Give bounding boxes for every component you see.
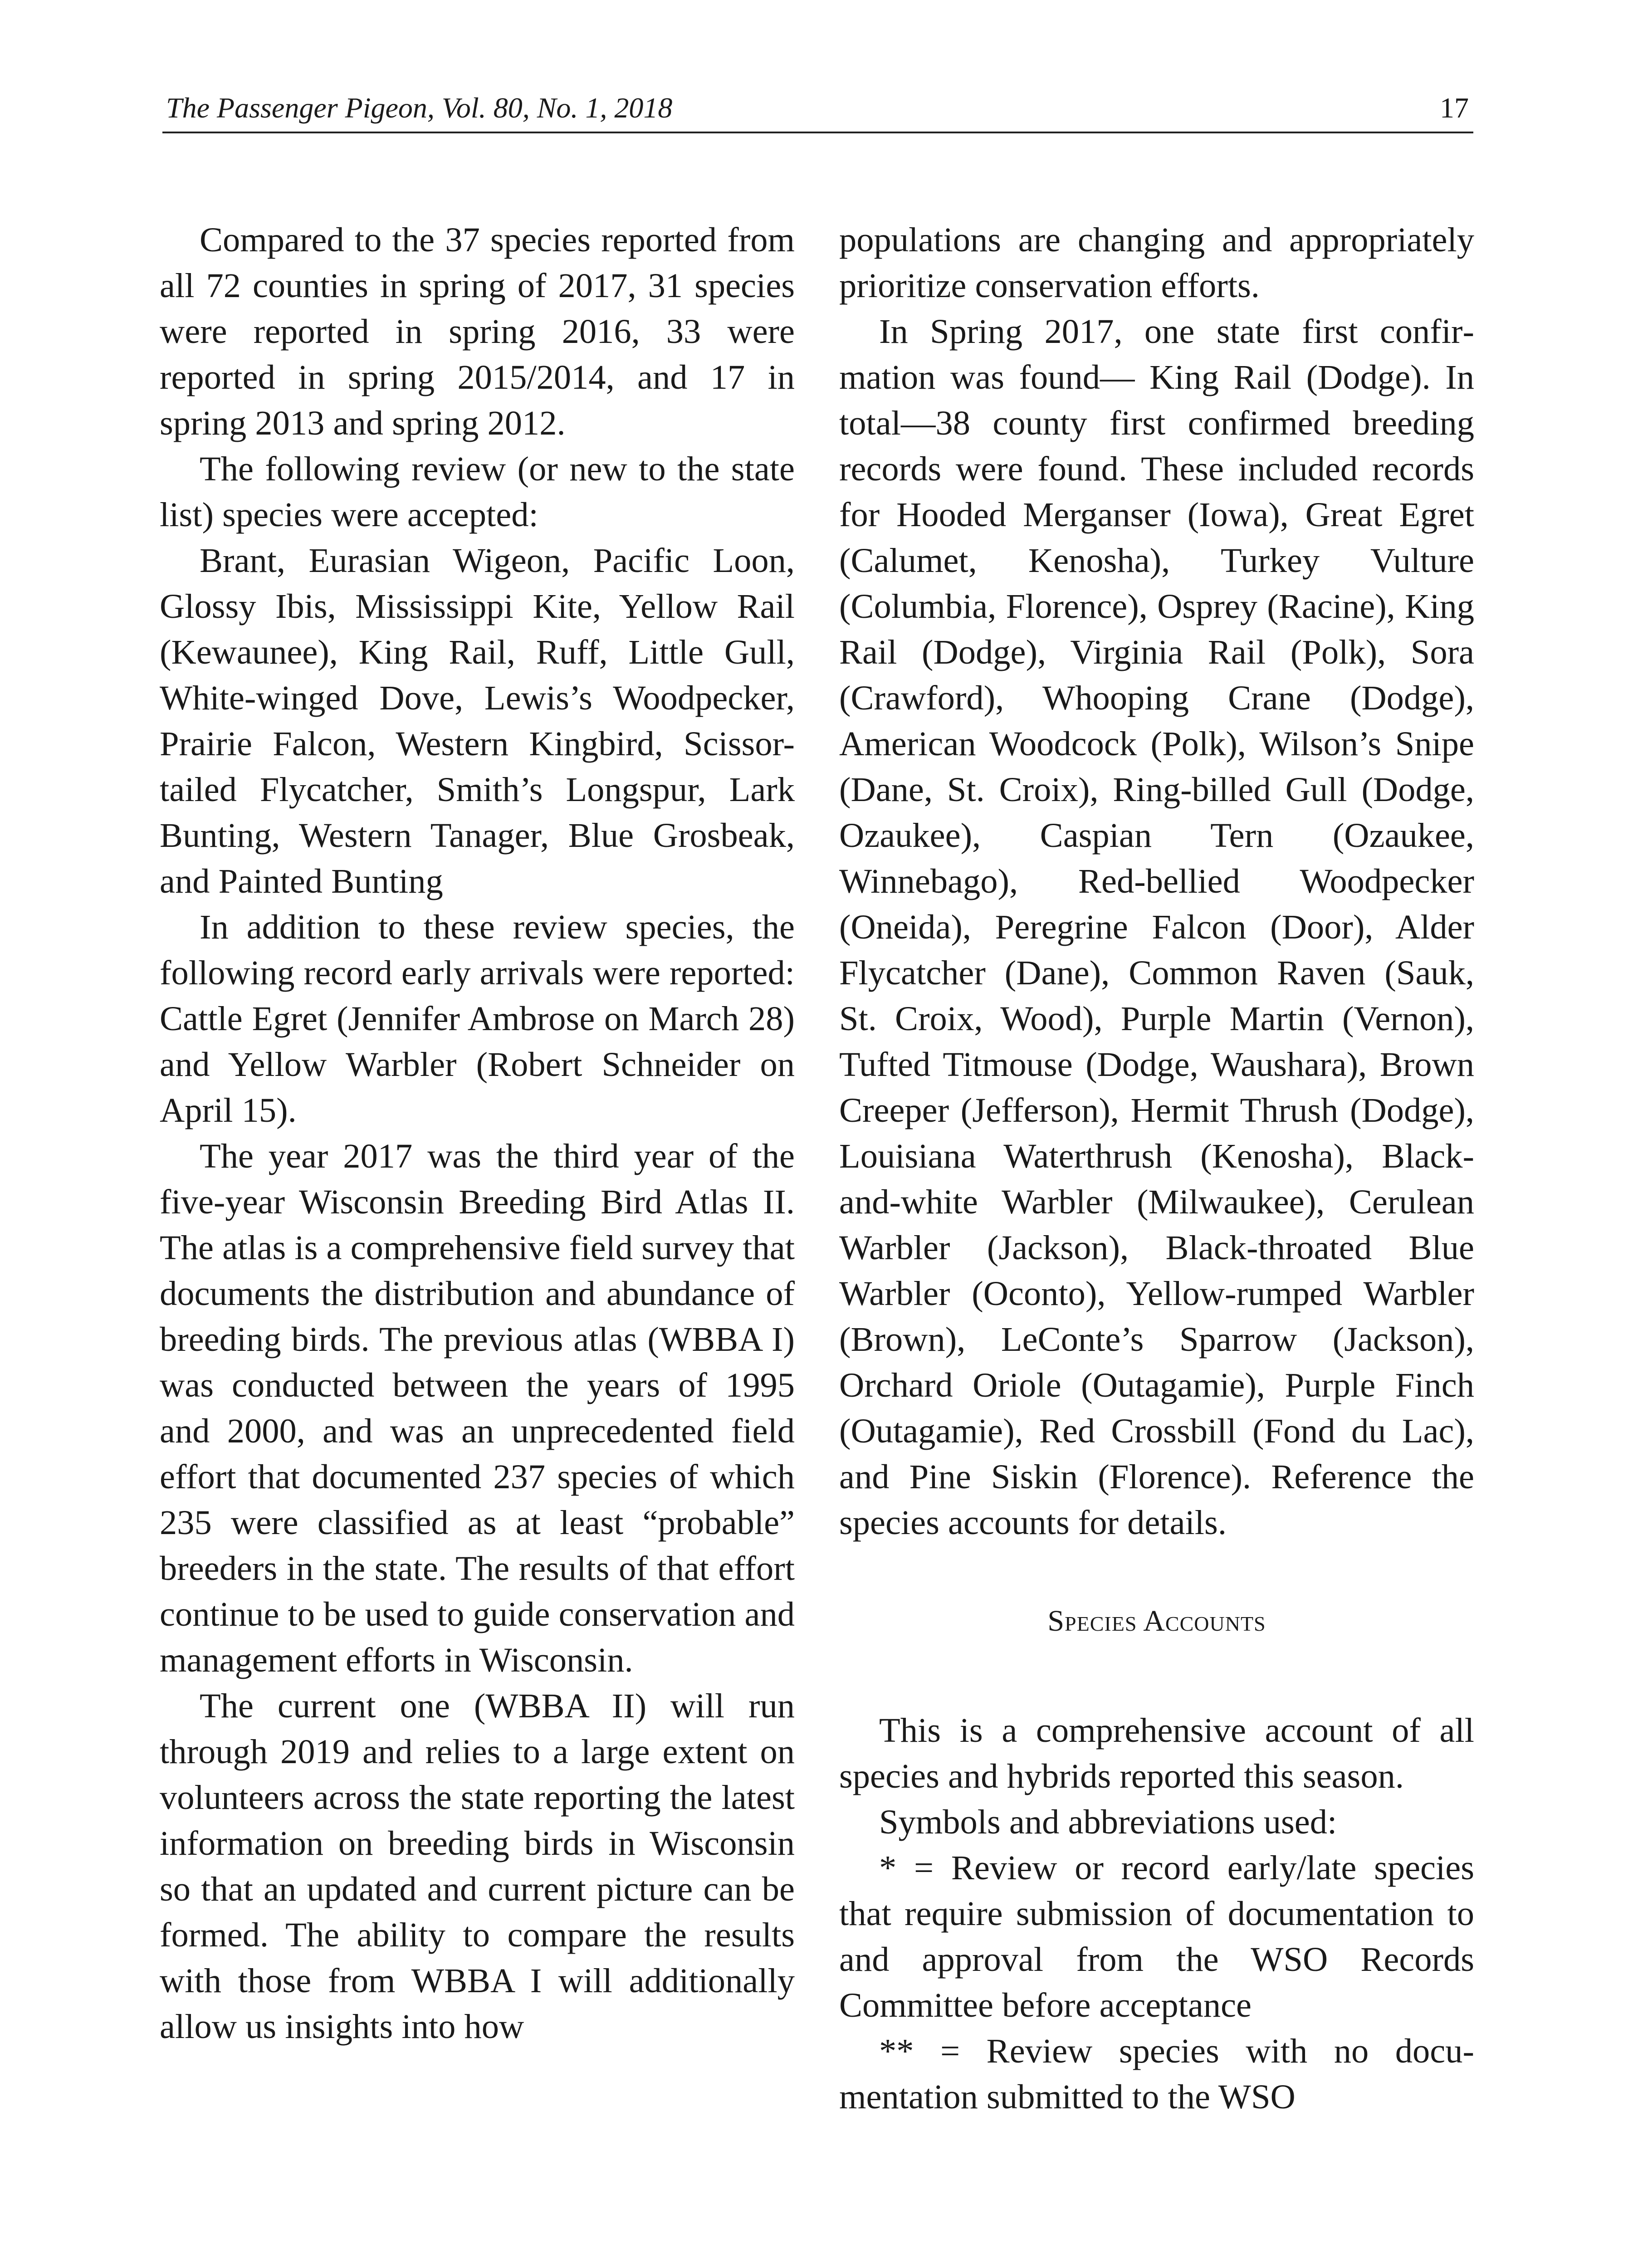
- left-column: [160, 217, 795, 2268]
- paragraph-accounts-intro: This is a comprehensive account of all species and hybrids reported this season.: [839, 1711, 1474, 1795]
- right-column: [839, 217, 1474, 2268]
- paragraph-confirmed-breeding-records: In Spring 2017, one state first confirmation was found— King Rail (Dodge). In total—38 county first confirmed breeding records were found. These included records for Hooded Merganser (Iowa), Great Egret (Calumet, Kenosha), Turkey Vulture (Columbia, Florence), Osprey (Racine), King Rail (Dodge), Virginia Rail (Polk), Sora (Crawford), Whooping Crane (Dodge), American Woodcock (Polk), Wilson’s Snipe (Dane, St. Croix), Ring-billed Gull (Dodge, Ozaukee), Caspian Tern (Ozaukee, Winnebago), Red-bellied Woodpecker (Oneida), Peregrine Falcon (Door), Alder Flycatcher (Dane), Common Raven (Sauk, St. Croix, Wood), Purple Martin (Vernon), Tufted Titmouse (Dodge, Waushara), Brown Creeper (Jefferson), Hermit Thrush (Dodge), Louisiana Waterthrush (Kenosha), Black-and-white Warbler (Milwaukee), Cerulean Warbler (Jackson), Black-throated Blue Warbler (Oconto), Yellow-rumped Warbler (Brown), LeConte’s Sparrow (Jackson), Orchard Oriole (Outagamie), Purple Finch (Outagamie), Red Crossbill (Fond du Lac), and Pine Siskin (Florence). Reference the species accounts for details.: [839, 312, 1474, 1542]
- paragraph-review-species-list: Brant, Eurasian Wigeon, Pacific Loon, Glossy Ibis, Mississippi Kite, Yellow Rail (Kewaunee), King Rail, Ruff, Little Gull, White-winged Dove, Lewis’s Woodpecker, Prairie Falcon, Western Kingbird, Scissor-tailed Flycatcher, Smith’s Longspur, Lark Bunting, Western Tanager, Blue Grosbeak, and Painted Bunting: [160, 541, 795, 900]
- paragraph-symbol-double-asterisk: ** = Review species with no documentation submitted to the WSO: [839, 2032, 1474, 2116]
- paragraph-breeding-bird-atlas: The year 2017 was the third year of the five-year Wisconsin Breeding Bird Atlas II. The atlas is a comprehensive field survey that documents the distribution and abundance of breeding birds. The previous atlas (WBBA I) was conducted between the years of 1995 and 2000, and was an unprecedented field effort that documented 237 species of which 235 were classified as at least “probable” breeders in the state. The results of that effort continue to be used to guide conservation and management efforts in Wisconsin.: [160, 1137, 795, 1679]
- paragraph-early-arrivals: In addition to these review species, the following record early arrivals were reported: Cattle Egret (Jennifer Ambrose on March 28) and Yellow Warbler (Robert Schneider on April 15).: [160, 908, 795, 1129]
- paragraph-continuation: populations are changing and appropriately prioritize conservation efforts.: [839, 220, 1474, 305]
- paragraph-species-count-comparison: Compared to the 37 species reported from all 72 counties in spring of 2017, 31 species were reported in spring 2016, 33 were reported in spring 2015/2014, and 17 in spring 2013 and spring 2012.: [160, 220, 795, 442]
- section-heading-species-accounts: Species Accounts: [1047, 1604, 1266, 1637]
- journal-title: The Passenger Pigeon, Vol. 80, No. 1, 2018: [166, 92, 673, 124]
- paragraph-symbols-intro: Symbols and abbreviations used:: [879, 1803, 1337, 1841]
- paragraph-review-species-intro: The following review (or new to the state list) species were accepted:: [160, 450, 795, 534]
- page-number: 17: [1440, 92, 1469, 124]
- paragraph-symbol-single-asterisk: * = Review or record early/late species that require submission of documentation to and approval from the WSO Records Committee before acceptance: [839, 1848, 1474, 2024]
- running-head: [162, 86, 1473, 133]
- paragraph-wbba-ii: The current one (WBBA II) will run through 2019 and relies to a large extent on volunteers across the state reporting the latest information on breeding birds in Wisconsin so that an updated and current picture can be formed. The ability to compare the results with those from WBBA I will additionally allow us insights into how: [160, 1686, 795, 2046]
